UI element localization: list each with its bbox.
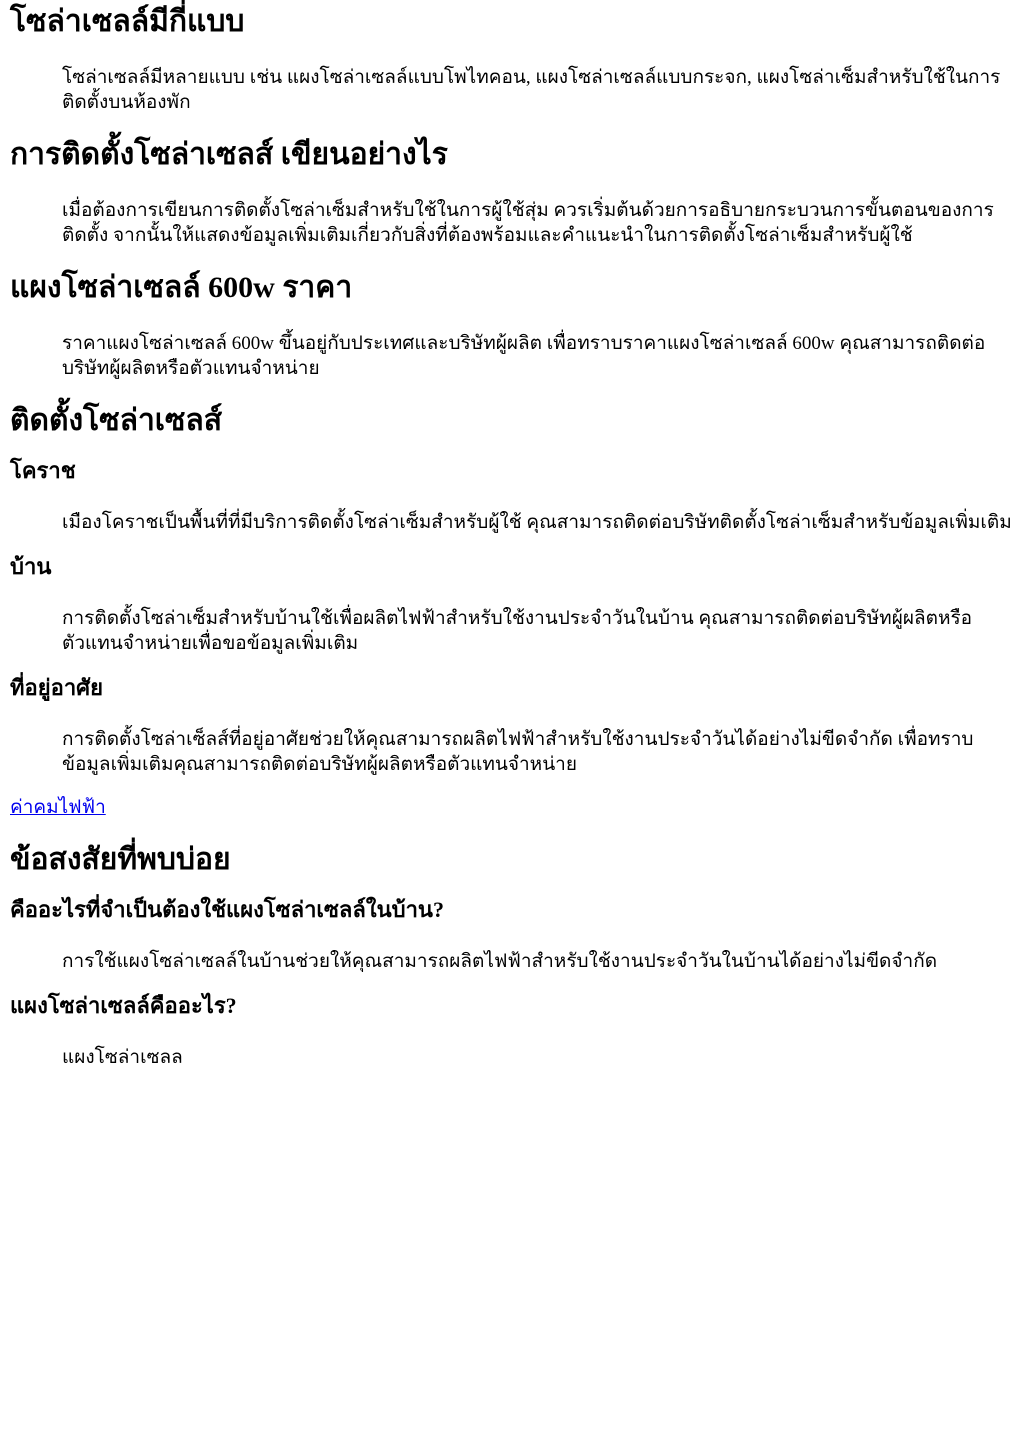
- faq-heading: ข้อสงสัยที่พบบ่อย: [10, 843, 231, 876]
- faq-section: [10, 842, 1016, 1070]
- subsection-residence: [10, 674, 1016, 777]
- faq-question: แผงโซล่าเซลล์คืออะไร?: [10, 993, 237, 1018]
- faq-question: คืออะไรที่จำเป็นต้องใช้แผงโซล่าเซลล์ในบ้าน?: [10, 897, 444, 922]
- section-install-writing: [10, 137, 1016, 248]
- faq-item: [10, 992, 1016, 1070]
- subsection-korat: [10, 457, 1016, 535]
- section-paragraph: เมื่อต้องการเขียนการติดตั้งโซล่าเซ็มสำหรับใช้ในการผู้ใช้สุ่ม ควรเริ่มต้นด้วยการอธิบายกระบวนการขั้นตอนของการติดตั้ง จากนั้นให้แสดงข้อมูลเพิ่มเติมเกี่ยวกับสิ่งที่ต้องพร้อมและคำแนะนำในการติดตั้งโซล่าเซ็มสำหรับผู้ใช้: [62, 200, 994, 246]
- link-row: [10, 795, 1016, 820]
- section-paragraph: โซล่าเซลล์มีหลายแบบ เช่น แผงโซล่าเซลล์แบบโพไทคอน, แผงโซล่าเซลล์แบบกระจก, แผงโซล่าเซ็มสำหรับใช้ในการติดตั้งบนห้องพัก: [62, 67, 1001, 113]
- electricity-rate-link[interactable]: ค่าคมไฟฟ้า: [10, 797, 106, 818]
- faq-item: [10, 896, 1016, 974]
- faq-answer: แผงโซล่าเซลล: [62, 1047, 183, 1068]
- subsection-paragraph: การติดตั้งโซล่าเซ็ลส์ที่อยู่อาศัยช่วยให้คุณสามารถผลิตไฟฟ้าสำหรับใช้งานประจำวันได้อย่างไม่ขีดจำกัด เพื่อทราบข้อมูลเพิ่มเติมคุณสามารถติดต่อบริษัทผู้ผลิตหรือตัวแทนจำหน่าย: [62, 729, 974, 775]
- subsection-heading: บ้าน: [10, 554, 52, 579]
- subsection-paragraph: เมืองโคราชเป็นพื้นที่ที่มีบริการติดตั้งโซล่าเซ็มสำหรับผู้ใช้ คุณสามารถติดต่อบริษัทติดตั้งโซล่าเซ็มสำหรับข้อมูลเพิ่มเติม: [62, 512, 1012, 533]
- section-heading: การติดตั้งโซล่าเซลส์ เขียนอย่างไร: [10, 138, 448, 171]
- section-solar-types: [10, 4, 1016, 115]
- subsection-house: [10, 553, 1016, 656]
- section-600w-price: [10, 270, 1016, 381]
- section-install-solar: [10, 403, 1016, 777]
- section-heading: แผงโซล่าเซลล์ 600w ราคา: [10, 271, 353, 304]
- section-heading: โซล่าเซลล์มีกี่แบบ: [10, 5, 245, 38]
- section-heading: ติดตั้งโซล่าเซลส์: [10, 404, 223, 437]
- subsection-heading: โคราช: [10, 458, 76, 483]
- faq-answer: การใช้แผงโซล่าเซลล์ในบ้านช่วยให้คุณสามารถผลิตไฟฟ้าสำหรับใช้งานประจำวันในบ้านได้อย่างไม่ขีดจำกัด: [62, 951, 938, 972]
- section-paragraph: ราคาแผงโซล่าเซลล์ 600w ขึ้นอยู่กับประเทศและบริษัทผู้ผลิต เพื่อทราบราคาแผงโซล่าเซลล์ 600w คุณสามารถติดต่อบริษัทผู้ผลิตหรือตัวแทนจำหน่าย: [62, 333, 986, 379]
- subsection-heading: ที่อยู่อาศัย: [10, 675, 104, 700]
- subsection-paragraph: การติดตั้งโซล่าเซ็มสำหรับบ้านใช้เพื่อผลิตไฟฟ้าสำหรับใช้งานประจำวันในบ้าน คุณสามารถติดต่อบริษัทผู้ผลิตหรือตัวแทนจำหน่ายเพื่อขอข้อมูลเพิ่มเติม: [62, 608, 973, 654]
